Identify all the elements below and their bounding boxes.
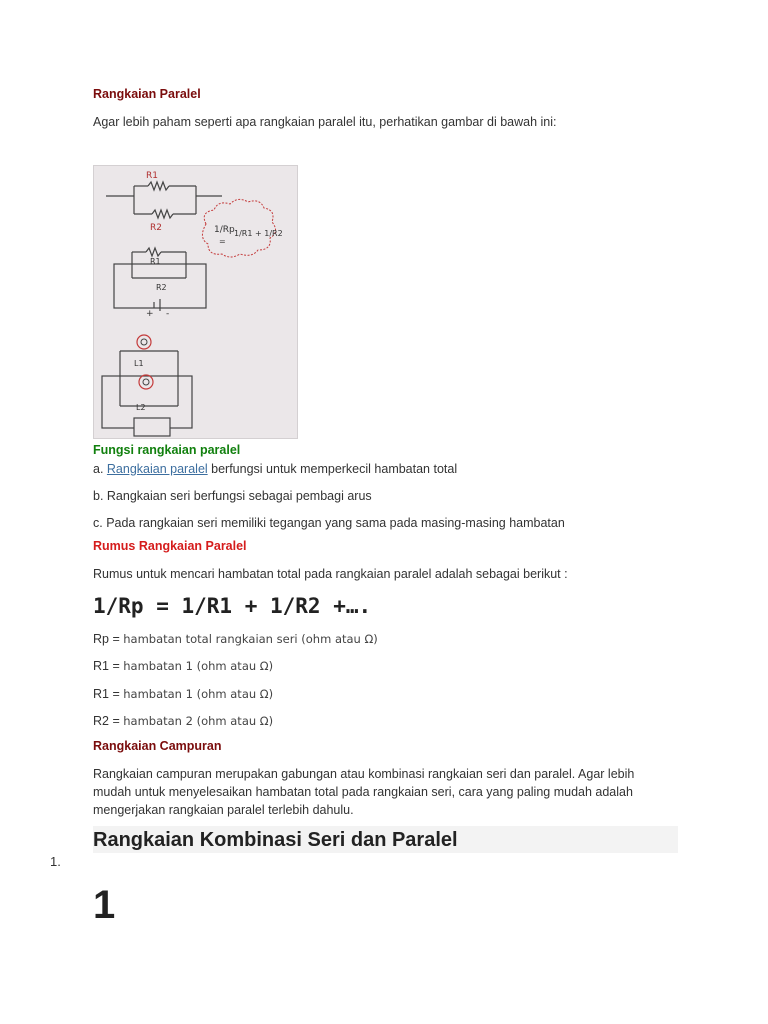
campuran-line: mengerjakan rangkaian paralel terlebih dahulu. [93, 803, 354, 817]
label-r1-mid: R1 [150, 257, 161, 266]
cloud-formula-right: 1/R1 + 1/R2 [234, 229, 283, 238]
label-r2-top: R2 [150, 223, 162, 233]
label-r1-top: R1 [146, 171, 158, 181]
circuit-sketch-drawing [94, 166, 297, 438]
formula-parallel: 1/Rp = 1/R1 + 1/R2 +…. [93, 594, 372, 618]
definition-rp [93, 632, 378, 646]
campuran-line: mudah untuk menyelesaikan hambatan total pada rangkaian seri, cara yang paling mudah adalah [93, 785, 633, 799]
circuit-sketch-photo [93, 165, 298, 439]
heading-rangkaian-paralel: Rangkaian Paralel [93, 87, 201, 101]
rumus-intro: Rumus untuk mencari hambatan total pada rangkaian paralel adalah sebagai berikut : [93, 567, 568, 581]
fungsi-item-c: c. Pada rangkaian seri memiliki tegangan yang sama pada masing-masing hambatan [93, 516, 565, 530]
definition-text: hambatan total rangkaian seri (ohm atau Ω) [123, 632, 378, 646]
fungsi-item-b: b. Rangkaian seri berfungsi sebagai pembagi arus [93, 489, 372, 503]
definition-text: hambatan 2 (ohm atau Ω) [123, 714, 274, 728]
cloud-formula-left: 1/Rp [214, 225, 235, 235]
campuran-line: Rangkaian campuran merupakan gabungan atau kombinasi rangkaian seri dan paralel. Agar lebih [93, 767, 635, 781]
definition-symbol: R1 = [93, 687, 124, 701]
section-title-kombinasi: Rangkaian Kombinasi Seri dan Paralel [93, 829, 458, 851]
rangkaian-paralel-link[interactable]: Rangkaian paralel [106, 462, 208, 476]
label-l2: L2 [136, 403, 146, 412]
definition-symbol: R2 = [93, 714, 124, 728]
fungsi-item-a-text: berfungsi untuk memperkecil hambatan total [207, 462, 458, 476]
definition-text: hambatan 1 (ohm atau Ω) [123, 659, 274, 673]
definition-r1 [93, 659, 273, 673]
heading-rumus: Rumus Rangkaian Paralel [93, 539, 247, 553]
label-r2-mid: R2 [156, 283, 167, 292]
heading-fungsi: Fungsi rangkaian paralel [93, 443, 241, 457]
definition-r2 [93, 714, 273, 728]
definition-symbol: Rp = [93, 632, 124, 646]
list-marker: 1. [50, 854, 61, 869]
label-plus: + [146, 309, 154, 319]
svg-text:=: = [219, 237, 226, 246]
heading-campuran: Rangkaian Campuran [93, 739, 222, 753]
definition-r1-repeat [93, 687, 273, 701]
intro-paragraph: Agar lebih paham seperti apa rangkaian paralel itu, perhatikan gambar di bawah ini: [93, 115, 557, 129]
label-minus: - [166, 309, 170, 319]
campuran-paragraph [93, 765, 683, 819]
label-l1: L1 [134, 359, 144, 368]
definition-text: hambatan 1 (ohm atau Ω) [123, 687, 274, 701]
fungsi-item-a-prefix: a. [93, 462, 107, 476]
definition-symbol: R1 = [93, 659, 124, 673]
big-number: 1 [93, 883, 116, 927]
fungsi-item-a [93, 460, 457, 478]
